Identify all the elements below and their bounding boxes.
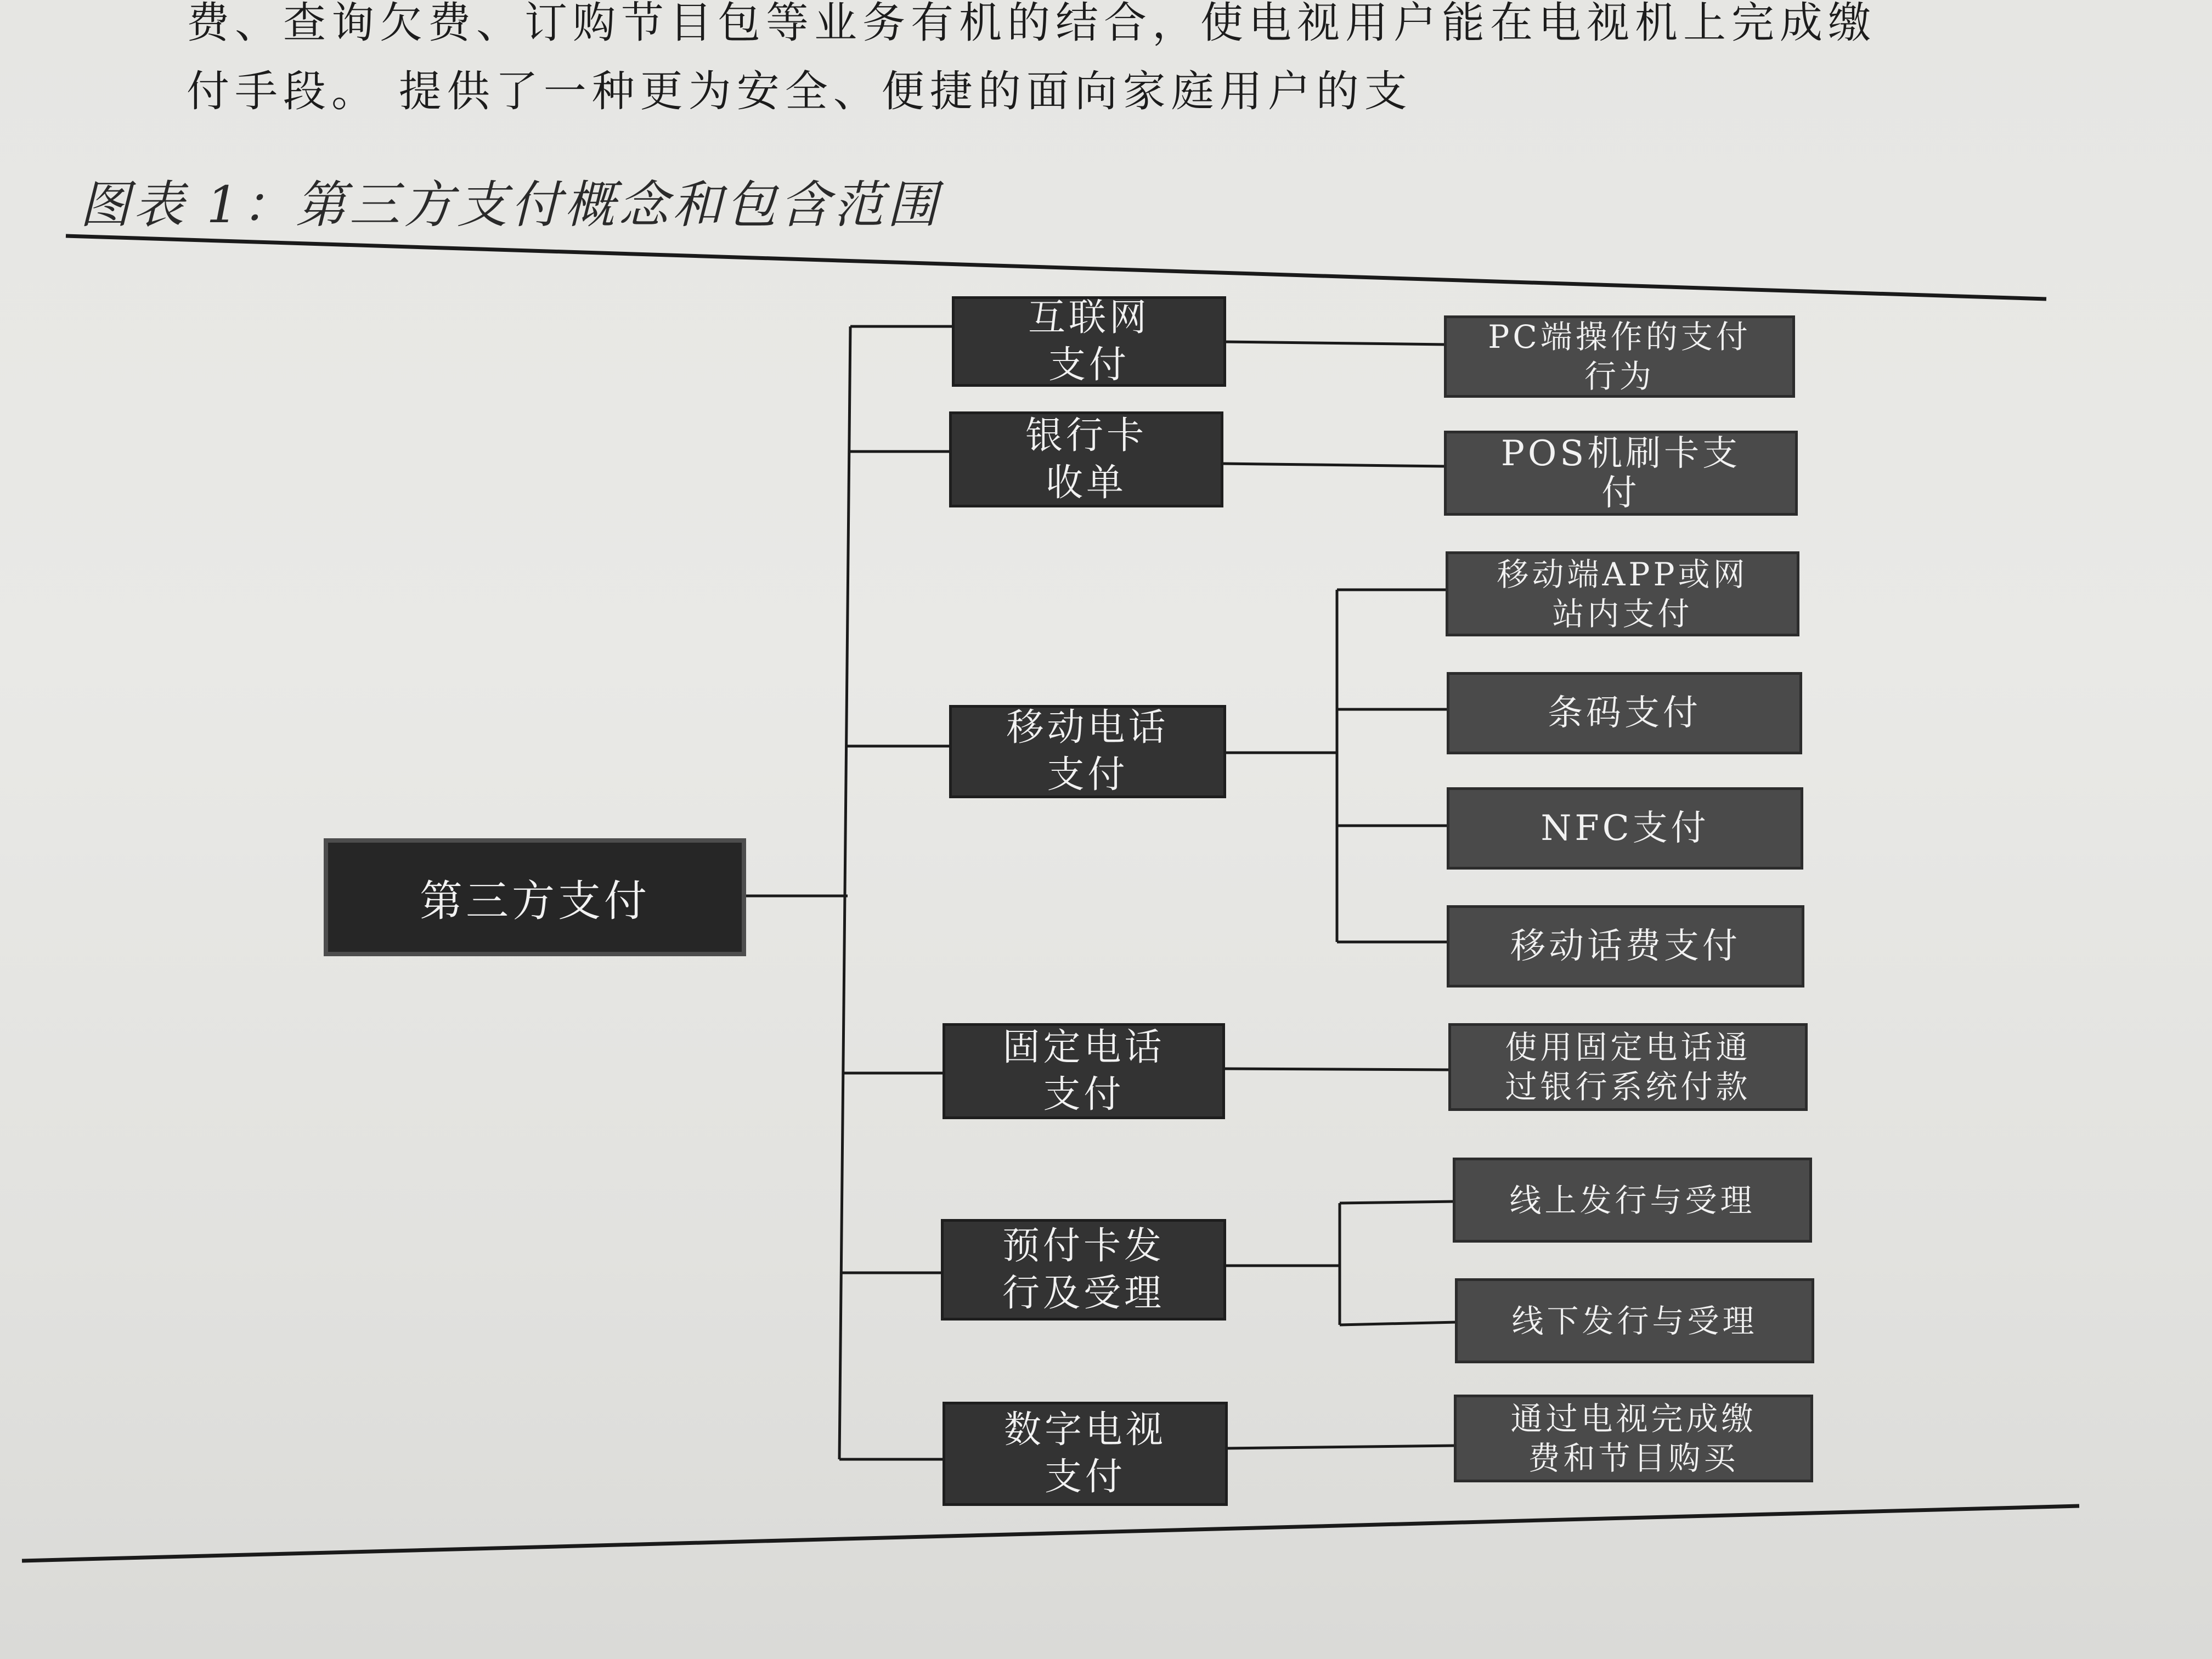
node-label: 线上发行与受理 <box>1509 1181 1756 1219</box>
node-label: 线下发行与受理 <box>1511 1302 1758 1340</box>
node-label: 通过电视完成缴 <box>1510 1400 1757 1437</box>
node-label: 银行卡 <box>1025 414 1147 458</box>
category-bank-card <box>949 411 1223 507</box>
node-label: 条码支付 <box>1548 693 1701 733</box>
leaf-tv-payment <box>1454 1395 1813 1482</box>
node-label: 移动电话 <box>1006 706 1169 749</box>
bottom-rule <box>22 1506 2079 1561</box>
leaf-fixed-phone-bank <box>1448 1023 1808 1111</box>
node-label: 移动端APP或网 <box>1497 555 1748 593</box>
connector <box>1225 1446 1455 1448</box>
title-rule <box>66 236 2046 299</box>
category-mobile-payment <box>949 705 1226 798</box>
node-label: 支付 <box>1047 753 1128 797</box>
leaf-offline-issuance <box>1455 1278 1814 1363</box>
node-label: 预付卡发 <box>1002 1224 1165 1268</box>
node-label: 费和节目购买 <box>1528 1440 1739 1477</box>
node-label: 移动话费支付 <box>1510 926 1741 967</box>
node-label: PC端操作的支付 <box>1488 318 1751 356</box>
connector <box>1223 1069 1450 1070</box>
node-label: 付 <box>1601 472 1640 514</box>
leaf-pc-payment <box>1444 315 1795 398</box>
leaf-nfc <box>1447 787 1803 870</box>
leaf-online-issuance <box>1453 1158 1812 1243</box>
node-label: 使用固定电话通 <box>1505 1029 1751 1066</box>
node-label: 行为 <box>1584 358 1655 395</box>
connector <box>1225 342 1447 345</box>
intro-line: 费、查询欠费、订购节目包等业务有机的结合，使电视用户能在电视机上完成缴 <box>187 0 1877 48</box>
node-label: 固定电话 <box>1002 1025 1165 1069</box>
leaf-mobile-app <box>1446 551 1799 636</box>
category-fixed-phone <box>943 1023 1225 1119</box>
connector <box>1340 1201 1455 1203</box>
connector <box>839 326 850 1459</box>
node-label: POS机刷卡支 <box>1500 433 1741 474</box>
leaf-pos-payment <box>1444 431 1798 516</box>
category-internet-payment <box>952 296 1226 387</box>
node-label: NFC支付 <box>1541 808 1709 849</box>
node-label: 数字电视 <box>1003 1408 1166 1452</box>
category-prepaid-card <box>941 1219 1226 1321</box>
leaf-barcode <box>1447 672 1802 754</box>
node-label: 支付 <box>1044 1455 1126 1499</box>
node-label: 第三方支付 <box>419 876 650 926</box>
node-label: 过银行系统付款 <box>1505 1068 1751 1105</box>
connector <box>1222 464 1447 466</box>
node-label: 互联网 <box>1028 296 1150 340</box>
figure-title: 图表 1：第三方支付概念和包含范围 <box>80 176 941 234</box>
intro-line: 付手段。 提供了一种更为安全、便捷的面向家庭用户的支 <box>187 67 1413 116</box>
category-digital-tv <box>943 1402 1228 1506</box>
leaf-phone-bill <box>1447 905 1804 988</box>
root-node <box>324 838 746 956</box>
node-label: 收单 <box>1045 461 1127 505</box>
node-label: 支付 <box>1048 343 1130 387</box>
node-label: 站内支付 <box>1552 595 1693 633</box>
node-label: 行及受理 <box>1002 1271 1165 1315</box>
node-label: 支付 <box>1043 1073 1125 1116</box>
connector <box>1340 1322 1457 1325</box>
